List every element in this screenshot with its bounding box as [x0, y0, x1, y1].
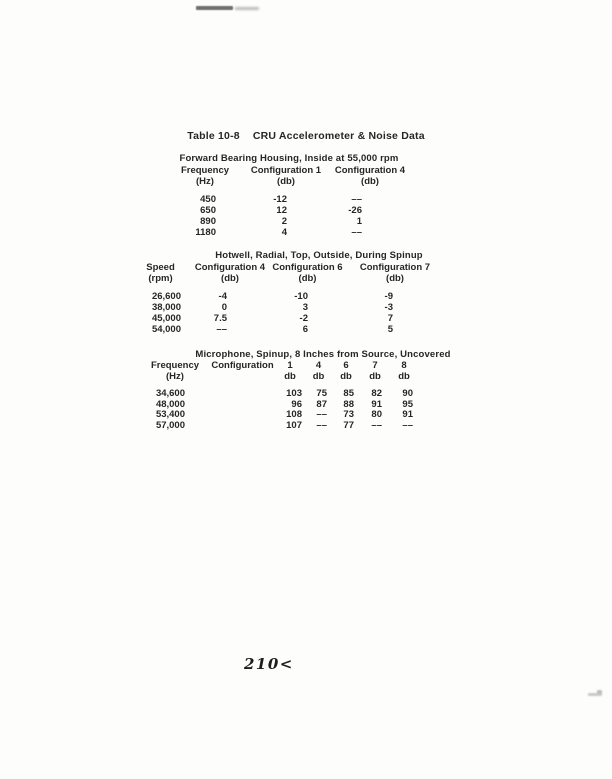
column-header: Speed — [146, 262, 175, 273]
cell-speed: 26,600 — [151, 291, 181, 302]
scan-smudge-top-faint — [235, 7, 259, 10]
table-row — [105, 324, 445, 335]
column-header: Configuration 6 — [272, 262, 343, 273]
cell-speed: 54,000 — [151, 324, 181, 335]
cell-value: 0 — [221, 302, 227, 313]
cell-value: 12 — [276, 205, 287, 216]
cell-empty — [210, 389, 275, 400]
column-header-unit: (db) — [221, 273, 239, 284]
column-header-unit: db — [340, 370, 352, 382]
cell-value: 91 — [402, 409, 413, 420]
column-header-unit: db — [312, 370, 325, 382]
table-caption: Hotwell, Radial, Top, Outside, During Spinup — [215, 250, 423, 261]
column-header: Configuration — [211, 360, 274, 371]
column-header: Configuration 4 — [334, 165, 406, 176]
column-header-unit: (db) — [277, 176, 295, 187]
cell-value: 1 — [356, 216, 362, 227]
table-hotwell — [105, 250, 445, 335]
cell-value: 107 — [286, 419, 302, 431]
table-row — [140, 389, 418, 400]
cell-value: 91 — [371, 398, 382, 410]
scan-smudge-top — [196, 6, 233, 10]
column-header: Frequency — [180, 165, 230, 176]
cell-value: 96 — [291, 398, 302, 410]
cell-value: –– — [351, 194, 362, 205]
cell-value: 2 — [281, 216, 287, 227]
table-row — [105, 302, 445, 313]
cell-value: 5 — [387, 324, 393, 335]
table-row — [140, 421, 418, 432]
cell-value: –– — [316, 409, 327, 420]
cell-value: –– — [371, 419, 382, 431]
column-header-unit: db — [369, 370, 381, 382]
scan-smudge-bottom-dot — [597, 690, 602, 694]
column-header: 7 — [372, 360, 378, 371]
table-row — [170, 194, 408, 205]
page-number: 210< — [244, 655, 294, 673]
cell-frequency: 53,400 — [155, 409, 185, 420]
cell-value: 77 — [343, 419, 354, 431]
cell-value: 103 — [286, 388, 302, 399]
cell-value: 88 — [343, 398, 354, 410]
column-header-unit: (rpm) — [148, 273, 173, 284]
column-header: Configuration 7 — [359, 262, 431, 273]
cell-value: 108 — [286, 409, 302, 420]
column-header-unit: (db) — [361, 176, 379, 187]
cell-value: 7.5 — [213, 313, 227, 324]
table-header — [140, 361, 418, 382]
cell-value: -26 — [348, 205, 362, 216]
cell-frequency: 48,000 — [155, 398, 185, 410]
table-row — [170, 227, 408, 238]
cell-speed: 38,000 — [151, 302, 181, 313]
table-header — [170, 165, 408, 187]
cell-value: –– — [316, 419, 327, 431]
column-header: 4 — [315, 360, 322, 371]
cell-value: -12 — [273, 194, 287, 205]
cell-value: 87 — [316, 398, 327, 410]
table-row — [140, 410, 418, 421]
cell-empty — [210, 421, 275, 432]
cell-frequency: 57,000 — [155, 419, 185, 431]
cell-value: –– — [402, 419, 413, 431]
cell-value: -4 — [218, 291, 227, 302]
cell-value: 82 — [371, 388, 382, 399]
cell-value: 73 — [343, 409, 354, 420]
cell-value: 80 — [371, 409, 382, 420]
cell-frequency: 890 — [200, 216, 216, 227]
table-row — [170, 205, 408, 216]
table-row — [105, 291, 445, 302]
cell-value: –– — [216, 324, 227, 335]
cell-value: 90 — [402, 388, 413, 399]
cell-value: 7 — [387, 313, 393, 324]
cell-speed: 45,000 — [151, 313, 181, 324]
cell-value: -3 — [384, 302, 393, 313]
cell-value: 85 — [343, 388, 354, 399]
table-caption: Forward Bearing Housing, Inside at 55,000 rpm — [179, 153, 399, 164]
table-caption: Microphone, Spinup, 8 Inches from Source, Uncovered — [195, 349, 451, 360]
column-header-unit: (db) — [298, 273, 317, 284]
column-header: 1 — [287, 360, 293, 371]
column-header-unit: db — [398, 370, 410, 382]
cell-value: 6 — [302, 324, 308, 335]
column-header-unit: (Hz) — [166, 370, 184, 382]
column-header: 6 — [343, 360, 349, 371]
table-number-label: Table 10-8 — [187, 130, 240, 142]
cell-value: –– — [351, 227, 362, 238]
cell-value: 95 — [402, 398, 413, 410]
cell-frequency: 34,600 — [155, 388, 185, 399]
cell-value: -2 — [299, 313, 308, 324]
table-title-text: CRU Accelerometer & Noise Data — [252, 130, 425, 142]
column-header: 8 — [401, 360, 407, 371]
column-header: Configuration 1 — [250, 165, 322, 176]
table-row — [105, 313, 445, 324]
table-row — [170, 216, 408, 227]
column-header-unit: (Hz) — [196, 176, 214, 187]
table-title — [0, 130, 612, 142]
cell-empty — [210, 400, 275, 411]
cell-frequency: 650 — [200, 205, 216, 216]
cell-value: -10 — [294, 291, 308, 302]
cell-value: 3 — [302, 302, 308, 313]
table-forward-bearing-housing — [170, 153, 408, 238]
cell-value: -9 — [384, 291, 393, 302]
column-header: Configuration 4 — [194, 262, 266, 273]
column-header-unit — [210, 372, 275, 383]
column-header-unit: db — [284, 370, 296, 382]
cell-empty — [210, 410, 275, 421]
cell-value: 4 — [281, 227, 287, 238]
table-microphone — [140, 349, 456, 431]
table-header — [105, 262, 445, 284]
column-header-unit: (db) — [386, 273, 404, 284]
cell-frequency: 1180 — [195, 227, 216, 238]
cell-frequency: 450 — [200, 194, 216, 205]
column-header: Frequency — [150, 360, 200, 371]
cell-value: 75 — [316, 388, 327, 399]
